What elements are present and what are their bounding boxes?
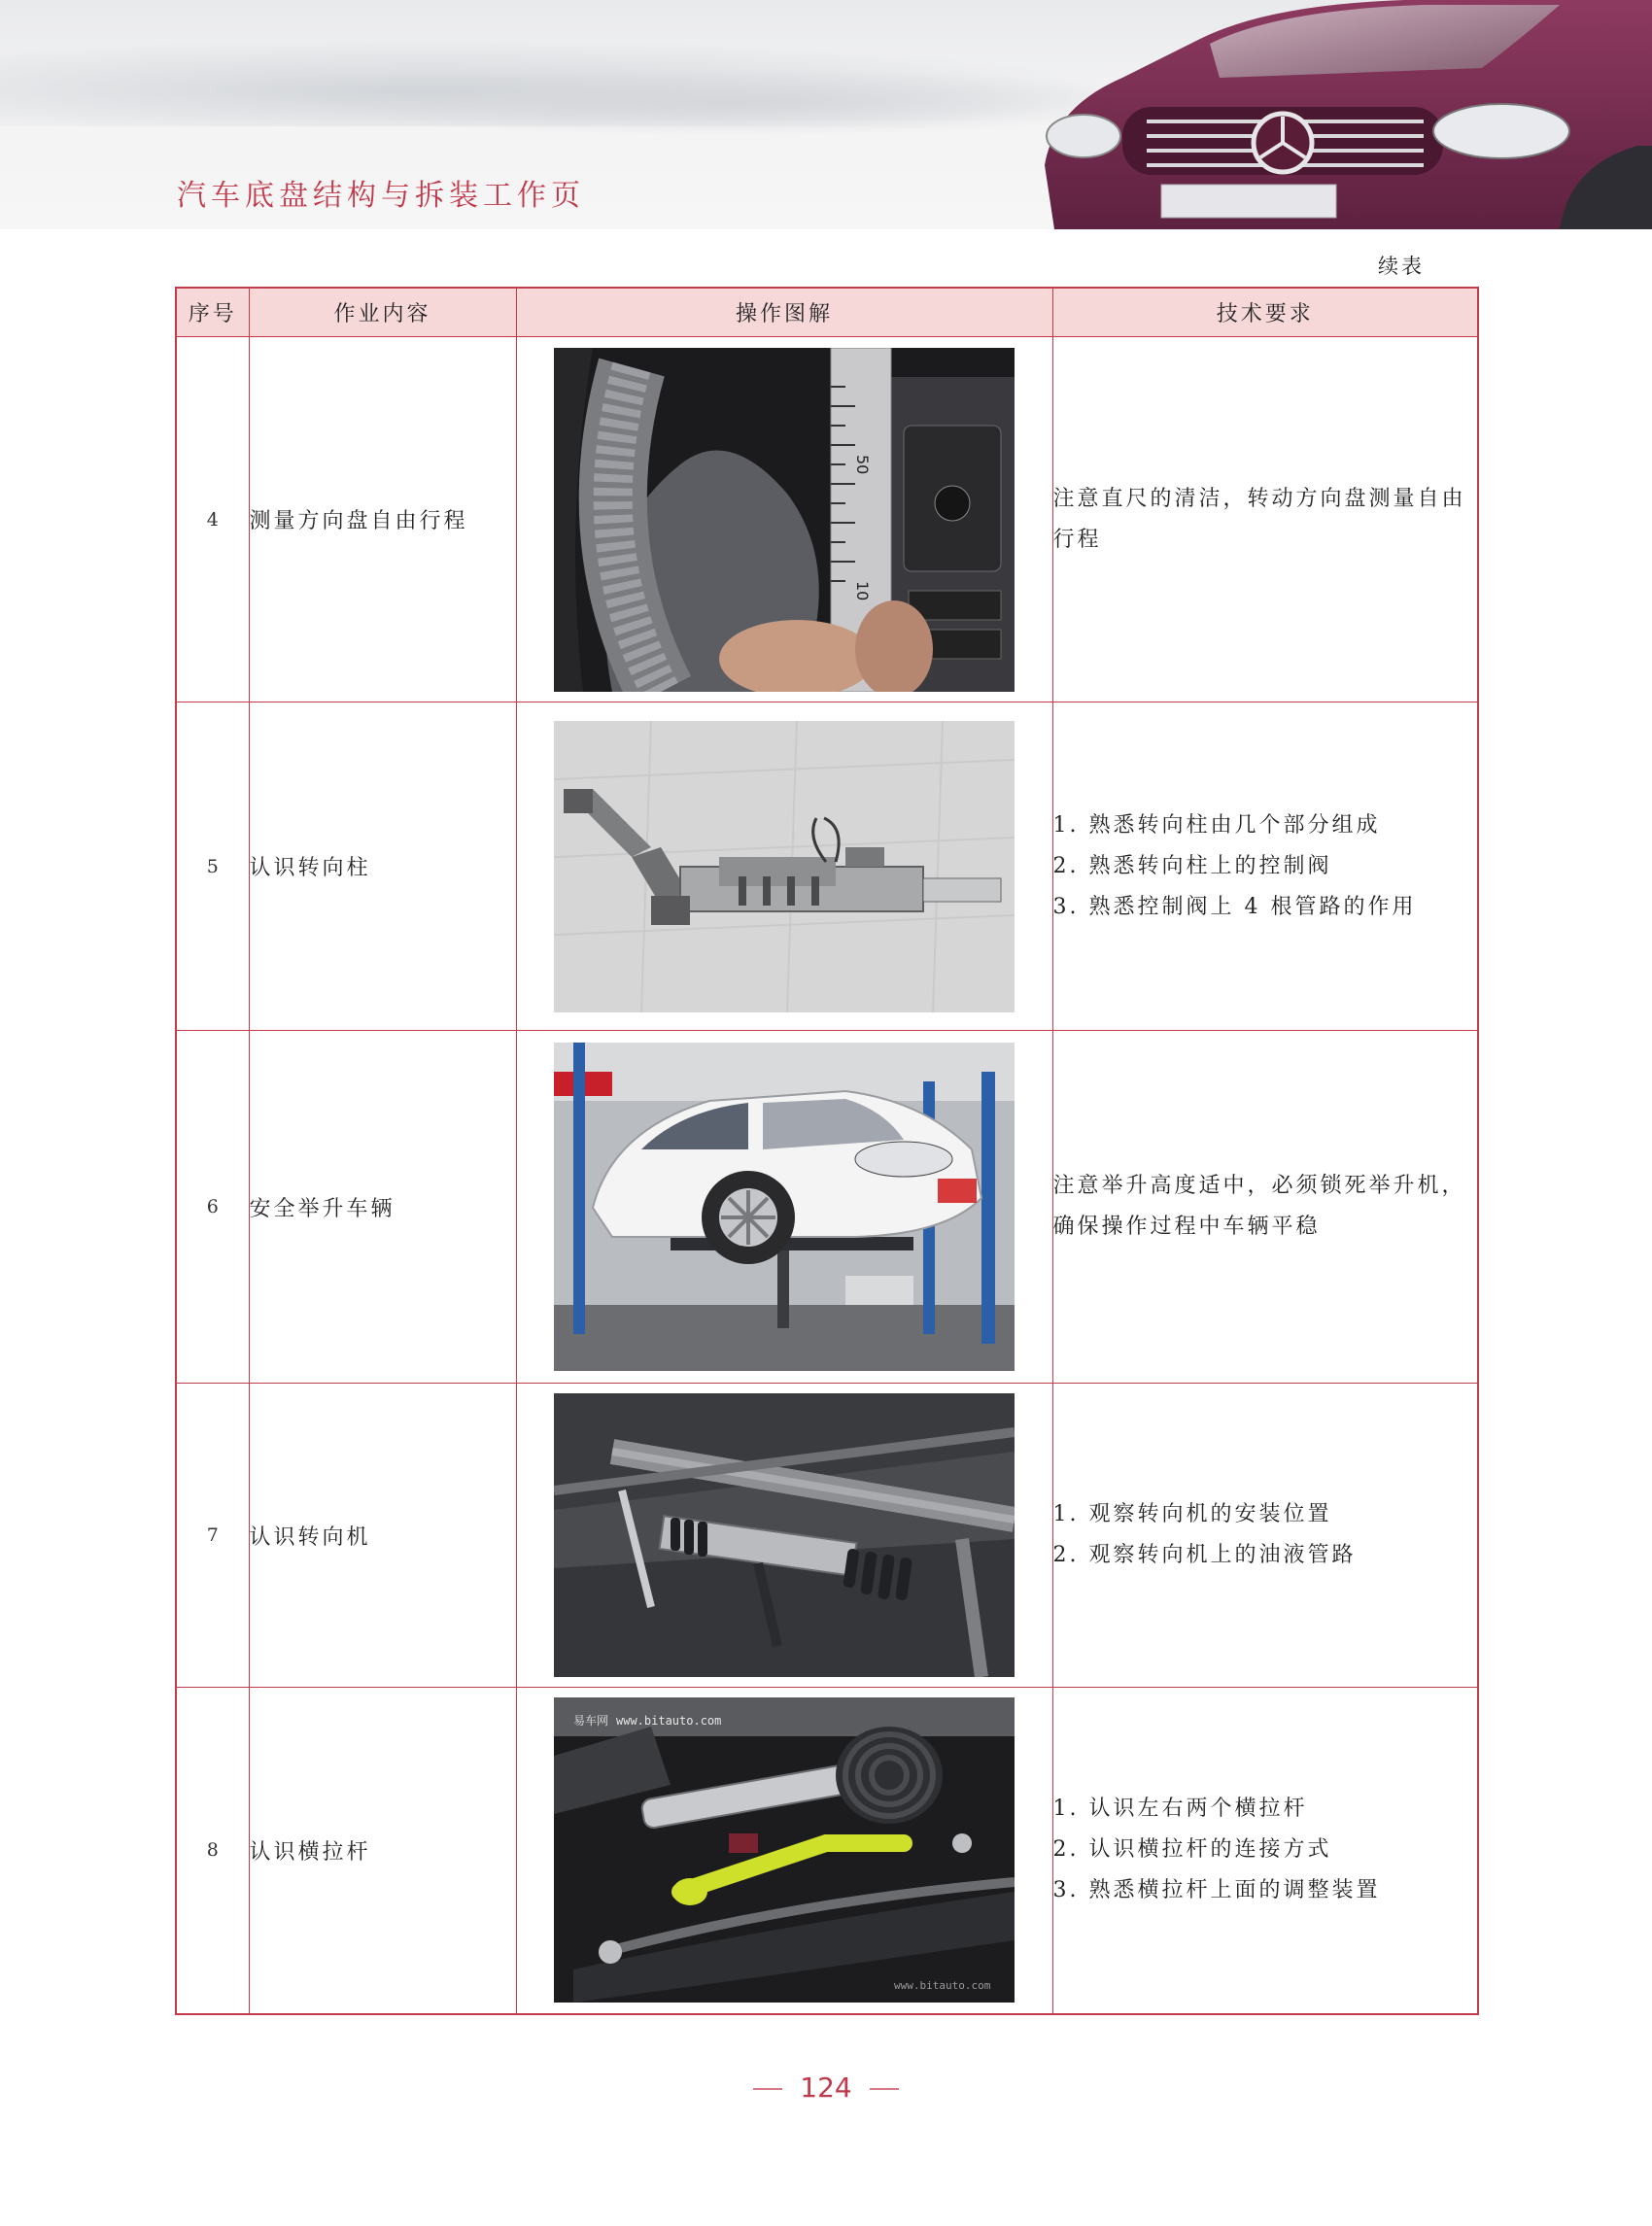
watermark-brand: 易车网 bbox=[573, 1714, 609, 1729]
row-illustration bbox=[516, 1688, 1052, 2014]
table-row bbox=[176, 1031, 1478, 1384]
col-header-task: 作业内容 bbox=[249, 288, 516, 337]
requirement-item: 3. 熟悉横拉杆上面的调整装置 bbox=[1052, 1878, 1381, 1903]
row-task: 安全举升车辆 bbox=[249, 1031, 516, 1384]
row-task: 认识转向机 bbox=[249, 1384, 516, 1688]
table-header-row bbox=[176, 288, 1478, 337]
requirement-item: 2. 认识横拉杆的连接方式 bbox=[1052, 1837, 1332, 1863]
continued-label: 续表 bbox=[1378, 255, 1425, 278]
row-requirements bbox=[1052, 1031, 1478, 1384]
requirement-item: 1. 熟悉转向柱由几个部分组成 bbox=[1052, 812, 1381, 838]
steering-gear-photo bbox=[554, 1393, 1015, 1677]
tie-rod-photo bbox=[554, 1697, 1015, 2003]
row-illustration bbox=[516, 702, 1052, 1031]
page-number-value: 124 bbox=[800, 2072, 852, 2104]
header-banner bbox=[0, 0, 1652, 229]
row-number: 5 bbox=[176, 702, 249, 1031]
requirement-item: 2. 熟悉转向柱上的控制阀 bbox=[1052, 853, 1332, 878]
watermark-url-bottom: www.bitauto.com bbox=[894, 1979, 991, 1993]
table-row bbox=[176, 337, 1478, 702]
requirement-text: 注意举升高度适中，必须锁死举升机，确保操作过程中车辆平稳 bbox=[1052, 1174, 1466, 1239]
requirement-text: 注意直尺的清洁，转动方向盘测量自由行程 bbox=[1052, 486, 1466, 552]
row-task: 测量方向盘自由行程 bbox=[249, 337, 516, 702]
page-number-dash bbox=[753, 2088, 782, 2090]
row-illustration bbox=[516, 1031, 1052, 1384]
row-number: 7 bbox=[176, 1384, 249, 1688]
row-requirements bbox=[1052, 702, 1478, 1031]
col-header-requirements: 技术要求 bbox=[1052, 288, 1478, 337]
row-number: 8 bbox=[176, 1688, 249, 2014]
row-number: 6 bbox=[176, 1031, 249, 1384]
requirement-item: 3. 熟悉控制阀上 4 根管路的作用 bbox=[1052, 894, 1417, 919]
watermark-url: www.bitauto.com bbox=[616, 1714, 722, 1729]
ruler-mark-50: 50 bbox=[853, 454, 872, 474]
col-header-illustration: 操作图解 bbox=[516, 288, 1052, 337]
row-requirements bbox=[1052, 1384, 1478, 1688]
col-header-number: 序号 bbox=[176, 288, 249, 337]
header-car-photo bbox=[1015, 0, 1652, 229]
requirement-item: 1. 认识左右两个横拉杆 bbox=[1052, 1797, 1308, 1822]
row-requirements bbox=[1052, 1688, 1478, 2014]
page-number-dash bbox=[870, 2088, 899, 2090]
requirement-item: 1. 观察转向机的安装位置 bbox=[1052, 1502, 1332, 1526]
ruler-mark-10: 10 bbox=[853, 580, 872, 600]
row-illustration bbox=[516, 337, 1052, 702]
table-row bbox=[176, 702, 1478, 1031]
header-title: 汽车底盘结构与拆装工作页 bbox=[177, 179, 585, 213]
requirement-item: 2. 观察转向机上的油液管路 bbox=[1052, 1543, 1357, 1567]
table-row bbox=[176, 1688, 1478, 2014]
car-on-lift-photo bbox=[554, 1043, 1015, 1371]
row-number: 4 bbox=[176, 337, 249, 702]
steering-wheel-ruler-photo bbox=[554, 348, 1015, 692]
table-row bbox=[176, 1384, 1478, 1688]
row-task: 认识转向柱 bbox=[249, 702, 516, 1031]
page-number bbox=[0, 2072, 1652, 2104]
work-table bbox=[175, 287, 1479, 2015]
steering-column-photo bbox=[554, 721, 1015, 1012]
row-task: 认识横拉杆 bbox=[249, 1688, 516, 2014]
row-requirements bbox=[1052, 337, 1478, 702]
row-illustration bbox=[516, 1384, 1052, 1688]
